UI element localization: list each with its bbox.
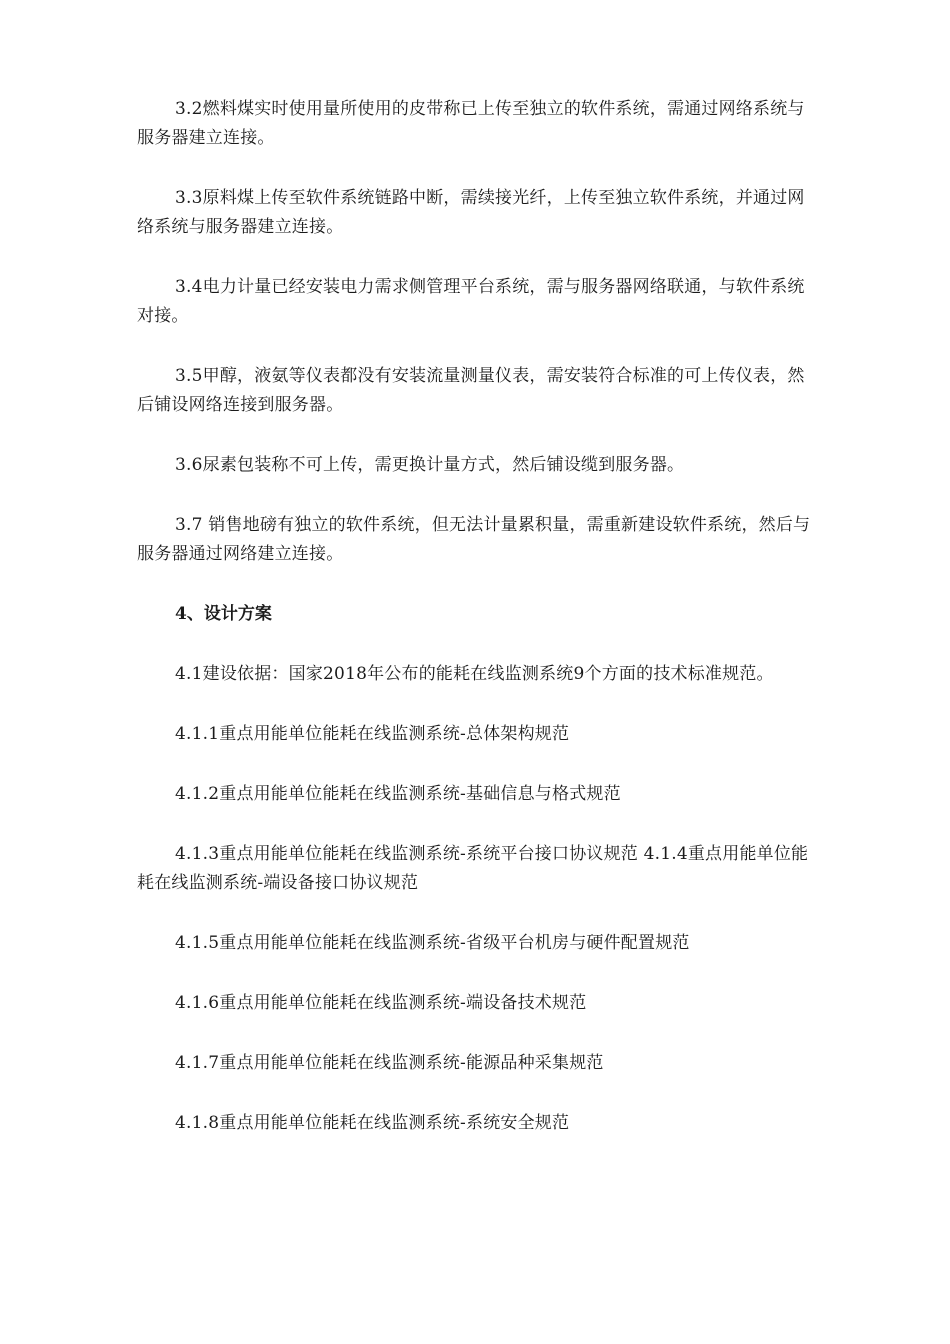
paragraph-4-1: 4.1建设依据：国家2018年公布的能耗在线监测系统9个方面的技术标准规范。 — [175, 664, 774, 684]
paragraph-4-1-6: 4.1.6重点用能单位能耗在线监测系统-端设备技术规范 — [175, 993, 587, 1013]
paragraph-3-3: 3.3原料煤上传至软件系统链路中断，需续接光纤，上传至独立软件系统，并通过网络系统与服务器建立连接。 — [137, 188, 805, 237]
paragraph-4-1-8: 4.1.8重点用能单位能耗在线监测系统-系统安全规范 — [175, 1113, 570, 1133]
paragraph-3-2: 3.2燃料煤实时使用量所使用的皮带称已上传至独立的软件系统，需通过网络系统与服务器建立连接。 — [137, 99, 805, 148]
paragraph-4-1-3: 4.1.3重点用能单位能耗在线监测系统-系统平台接口协议规范 4.1.4重点用能单位能耗在线监测系统-端设备接口协议规范 — [137, 844, 809, 893]
paragraph-4-1-7: 4.1.7重点用能单位能耗在线监测系统-能源品种采集规范 — [175, 1053, 604, 1073]
paragraph-4-1-5: 4.1.5重点用能单位能耗在线监测系统-省级平台机房与硬件配置规范 — [175, 933, 690, 953]
paragraph-4-1-2: 4.1.2重点用能单位能耗在线监测系统-基础信息与格式规范 — [175, 784, 621, 804]
paragraph-3-5: 3.5甲醇，液氨等仪表都没有安装流量测量仪表，需安装符合标准的可上传仪表，然后铺设网络连接到服务器。 — [137, 366, 805, 415]
document-body — [0, 95, 950, 1169]
paragraph-3-7: 3.7 销售地磅有独立的软件系统，但无法计量累积量，需重新建设软件系统，然后与服务器通过网络建立连接。 — [137, 515, 811, 564]
paragraph-3-6: 3.6尿素包装称不可上传，需更换计量方式，然后铺设缆到服务器。 — [175, 455, 685, 475]
section-heading-4: 4、设计方案 — [175, 604, 272, 624]
paragraph-4-1-1: 4.1.1重点用能单位能耗在线监测系统-总体架构规范 — [175, 724, 570, 744]
paragraph-3-4: 3.4电力计量已经安装电力需求侧管理平台系统，需与服务器网络联通，与软件系统对接。 — [137, 277, 805, 326]
